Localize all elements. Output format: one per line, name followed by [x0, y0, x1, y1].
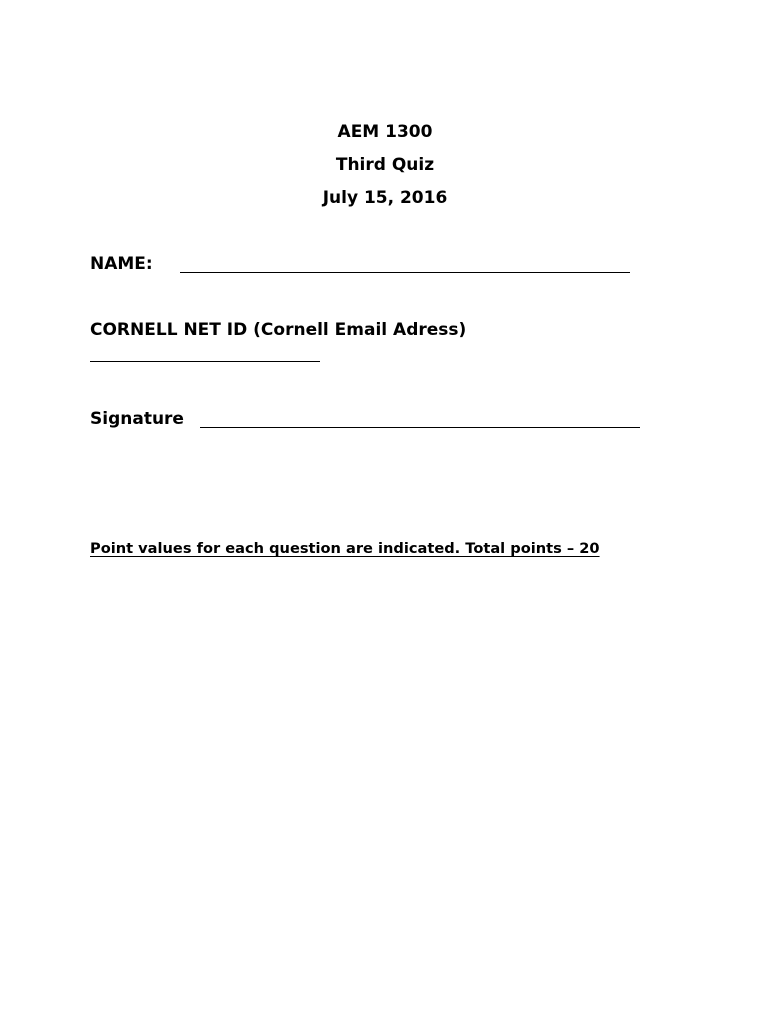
- signature-label: Signature: [90, 409, 184, 429]
- name-label: NAME:: [90, 254, 153, 274]
- quiz-title: Third Quiz: [335, 155, 435, 175]
- quiz-date: July 15, 2016: [322, 188, 448, 208]
- signature-blank-line[interactable]: [200, 427, 640, 428]
- points-note: Point values for each question are indicated. Total points – 20: [90, 540, 600, 557]
- netid-blank-line[interactable]: [90, 361, 320, 362]
- netid-label: CORNELL NET ID (Cornell Email Adress): [90, 320, 467, 340]
- name-blank-line[interactable]: [180, 272, 630, 273]
- course-code: AEM 1300: [337, 122, 433, 142]
